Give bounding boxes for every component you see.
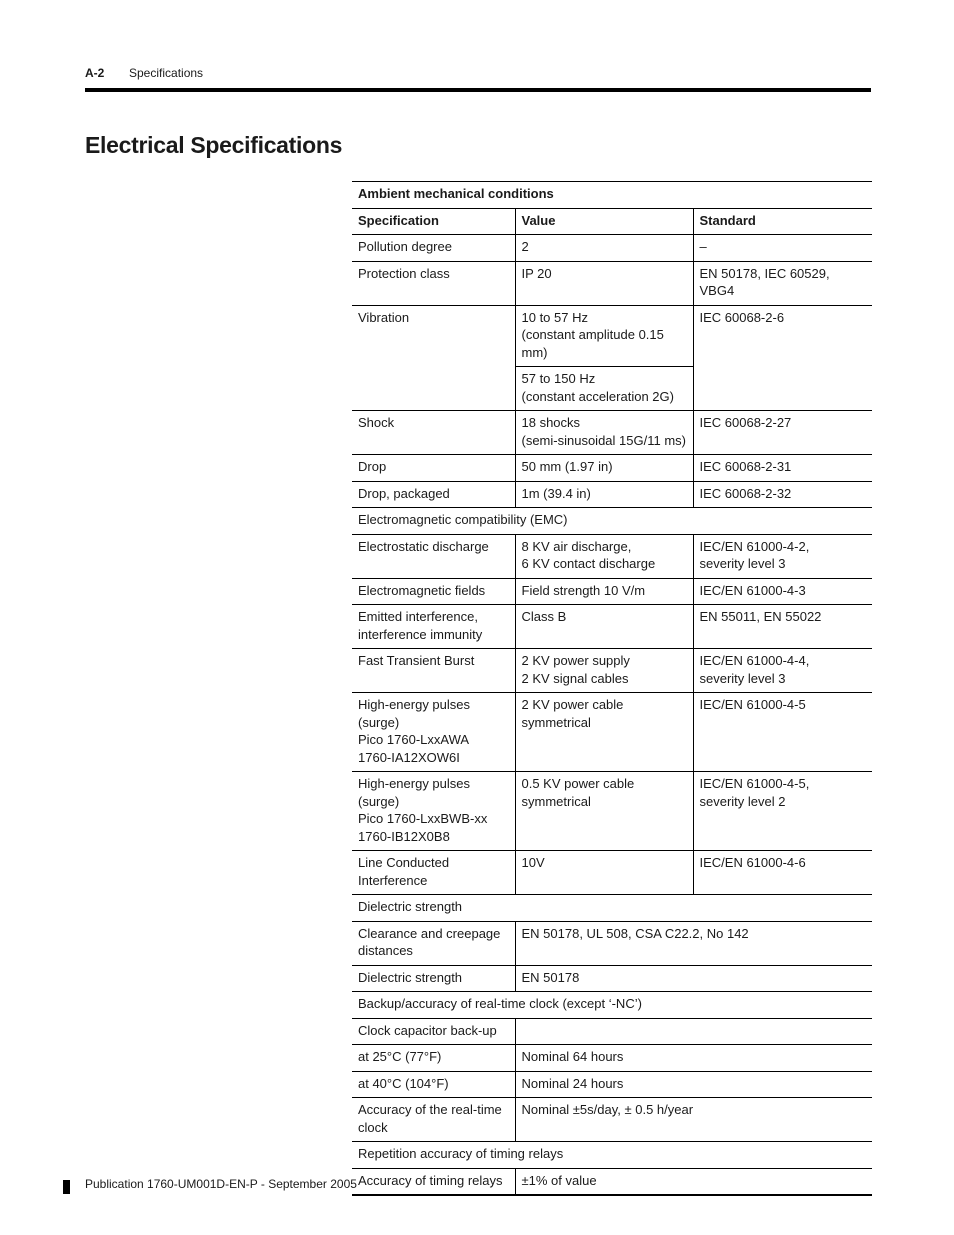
table-caption-row [352, 182, 872, 209]
value-cell: 2 KV power supply 2 KV signal cables [515, 649, 693, 693]
table-caption: Ambient mechanical conditions [358, 186, 554, 201]
standard-cell: IEC/EN 61000-4-2, severity level 3 [693, 534, 872, 578]
spec-cell: at 25°C (77°F) [352, 1045, 515, 1072]
section-row [352, 508, 872, 535]
spec-cell: Fast Transient Burst [352, 649, 515, 693]
spec-cell: Electromagnetic fields [352, 578, 515, 605]
value-cell: 10V [515, 851, 693, 895]
standard-cell: IEC/EN 61000-4-5, severity level 2 [693, 772, 872, 851]
table-row [352, 605, 872, 649]
spec-cell: Accuracy of timing relays [352, 1168, 515, 1195]
standard-cell: IEC 60068-2-32 [693, 481, 872, 508]
spec-cell: Electrostatic discharge [352, 534, 515, 578]
page-number: A-2 [85, 66, 105, 80]
table-row [352, 1018, 872, 1045]
table-row [352, 578, 872, 605]
section-label: Electromagnetic compatibility (EMC) [352, 508, 872, 535]
spec-cell: Dielectric strength [352, 965, 515, 992]
table-row [352, 1168, 872, 1195]
table-row [352, 235, 872, 262]
value-cell: 1m (39.4 in) [515, 481, 693, 508]
section-label: Dielectric strength [352, 895, 872, 922]
ambient-conditions-table [352, 181, 872, 1196]
publication-footer: Publication 1760-UM001D-EN-P - September 2005 [85, 1177, 357, 1191]
value-cell: Nominal 64 hours [515, 1045, 872, 1072]
value-cell: Class B [515, 605, 693, 649]
value-cell: 8 KV air discharge, 6 KV contact discharge [515, 534, 693, 578]
section-row [352, 895, 872, 922]
table-row [352, 534, 872, 578]
column-header-standard: Standard [693, 208, 872, 235]
table-row [352, 305, 872, 367]
section-row [352, 1142, 872, 1169]
section-label: Repetition accuracy of timing relays [352, 1142, 872, 1169]
value-cell: Nominal 24 hours [515, 1071, 872, 1098]
value-cell: 10 to 57 Hz (constant amplitude 0.15 mm) [515, 305, 693, 367]
section-label: Backup/accuracy of real-time clock (except ‘-NC’) [352, 992, 872, 1019]
spec-cell: Pollution degree [352, 235, 515, 262]
spec-cell: at 40°C (104°F) [352, 1071, 515, 1098]
section-row [352, 992, 872, 1019]
spec-cell: Vibration [352, 305, 515, 411]
table-row [352, 1098, 872, 1142]
column-header-specification: Specification [352, 208, 515, 235]
table-row [352, 455, 872, 482]
standard-cell: IEC 60068-2-6 [693, 305, 872, 411]
standard-cell: EN 50178, IEC 60529, VBG4 [693, 261, 872, 305]
table-row [352, 851, 872, 895]
value-cell: ±1% of value [515, 1168, 872, 1195]
standard-cell: IEC 60068-2-31 [693, 455, 872, 482]
value-cell: 2 KV power cable symmetrical [515, 693, 693, 772]
column-header-value: Value [515, 208, 693, 235]
table-row [352, 1071, 872, 1098]
spec-cell: Clearance and creepage distances [352, 921, 515, 965]
spec-cell: Protection class [352, 261, 515, 305]
table-row [352, 481, 872, 508]
table-row [352, 1045, 872, 1072]
footer-marker [63, 1180, 70, 1194]
spec-cell: Drop [352, 455, 515, 482]
value-cell: Field strength 10 V/m [515, 578, 693, 605]
header-rule [85, 88, 871, 92]
section-name: Specifications [129, 66, 204, 80]
value-cell: Nominal ±5s/day, ± 0.5 h/year [515, 1098, 872, 1142]
page-title: Electrical Specifications [85, 132, 343, 158]
table-row [352, 649, 872, 693]
standard-cell: EN 55011, EN 55022 [693, 605, 872, 649]
standard-cell: – [693, 235, 872, 262]
value-cell: 50 mm (1.97 in) [515, 455, 693, 482]
table-row [352, 411, 872, 455]
table-row [352, 965, 872, 992]
spec-cell: Line Conducted Interference [352, 851, 515, 895]
standard-cell: IEC/EN 61000-4-6 [693, 851, 872, 895]
value-cell: 2 [515, 235, 693, 262]
spec-cell: High-energy pulses (surge) Pico 1760-LxxBWB-xx 1760-IB12X0B8 [352, 772, 515, 851]
spec-cell: High-energy pulses (surge) Pico 1760-LxxAWA 1760-IA12XOW6I [352, 693, 515, 772]
table-row [352, 921, 872, 965]
spec-cell: Emitted interference, interference immunity [352, 605, 515, 649]
value-cell: 0.5 KV power cable symmetrical [515, 772, 693, 851]
table-row [352, 772, 872, 851]
column-header-row [352, 208, 872, 235]
value-cell: EN 50178 [515, 965, 872, 992]
value-cell: 57 to 150 Hz (constant acceleration 2G) [515, 367, 693, 411]
spec-cell: Clock capacitor back-up [352, 1018, 515, 1045]
value-cell [515, 1018, 872, 1045]
spec-cell: Shock [352, 411, 515, 455]
standard-cell: IEC/EN 61000-4-5 [693, 693, 872, 772]
table-row [352, 261, 872, 305]
standard-cell: IEC/EN 61000-4-4, severity level 3 [693, 649, 872, 693]
spec-cell: Drop, packaged [352, 481, 515, 508]
value-cell: IP 20 [515, 261, 693, 305]
page-header [85, 66, 871, 80]
table-row [352, 693, 872, 772]
value-cell: 18 shocks (semi-sinusoidal 15G/11 ms) [515, 411, 693, 455]
standard-cell: IEC 60068-2-27 [693, 411, 872, 455]
spec-cell: Accuracy of the real-time clock [352, 1098, 515, 1142]
standard-cell: IEC/EN 61000-4-3 [693, 578, 872, 605]
value-cell: EN 50178, UL 508, CSA C22.2, No 142 [515, 921, 872, 965]
